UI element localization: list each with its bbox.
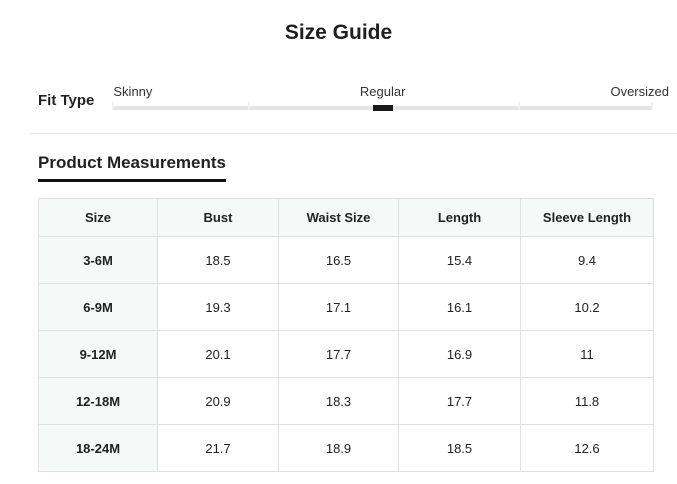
value-cell: 16.5 (279, 237, 399, 284)
fit-slider-track[interactable] (112, 106, 653, 110)
size-cell: 9-12M (39, 331, 158, 378)
page-title: Size Guide (284, 21, 393, 44)
slider-tick (651, 102, 653, 110)
value-cell: 18.9 (279, 425, 399, 472)
slider-tick (248, 102, 250, 110)
value-cell: 20.9 (158, 378, 279, 425)
fit-type-row (38, 84, 669, 110)
value-cell: 10.2 (521, 284, 654, 331)
fit-type-slider[interactable] (112, 84, 669, 110)
value-cell: 11.8 (521, 378, 654, 425)
value-cell: 20.1 (158, 331, 279, 378)
table-row (39, 284, 654, 331)
value-cell: 17.7 (399, 378, 521, 425)
measurements-table (38, 198, 654, 472)
value-cell: 18.5 (399, 425, 521, 472)
table-row (39, 425, 654, 472)
value-cell: 15.4 (399, 237, 521, 284)
value-cell: 16.1 (399, 284, 521, 331)
fit-type-options (112, 84, 669, 99)
value-cell: 18.3 (279, 378, 399, 425)
fit-option-oversized[interactable]: Oversized (610, 84, 669, 99)
fit-option-regular[interactable]: Regular (359, 84, 406, 99)
table-row (39, 378, 654, 425)
table-row (39, 237, 654, 284)
value-cell: 11 (521, 331, 654, 378)
section-title (38, 153, 677, 182)
value-cell: 12.6 (521, 425, 654, 472)
col-header-sleeve-length: Sleeve Length (521, 199, 654, 237)
value-cell: 9.4 (521, 237, 654, 284)
section-title-text: Product Measurements (38, 153, 226, 182)
size-cell: 18-24M (39, 425, 158, 472)
value-cell: 21.7 (158, 425, 279, 472)
table-header-row (39, 199, 654, 237)
size-cell: 3-6M (39, 237, 158, 284)
slider-tick (518, 102, 520, 110)
value-cell: 19.3 (158, 284, 279, 331)
table-row (39, 331, 654, 378)
value-cell: 17.7 (279, 331, 399, 378)
fit-slider-thumb[interactable] (373, 105, 393, 111)
col-header-bust: Bust (158, 199, 279, 237)
col-header-waist-size: Waist Size (279, 199, 399, 237)
col-header-size: Size (39, 199, 158, 237)
size-cell: 12-18M (39, 378, 158, 425)
value-cell: 18.5 (158, 237, 279, 284)
size-cell: 6-9M (39, 284, 158, 331)
value-cell: 16.9 (399, 331, 521, 378)
fit-option-skinny[interactable]: Skinny (113, 84, 153, 99)
col-header-length: Length (399, 199, 521, 237)
fit-type-label: Fit Type (38, 92, 95, 109)
section-divider (30, 133, 677, 134)
value-cell: 17.1 (279, 284, 399, 331)
slider-tick (112, 102, 114, 110)
